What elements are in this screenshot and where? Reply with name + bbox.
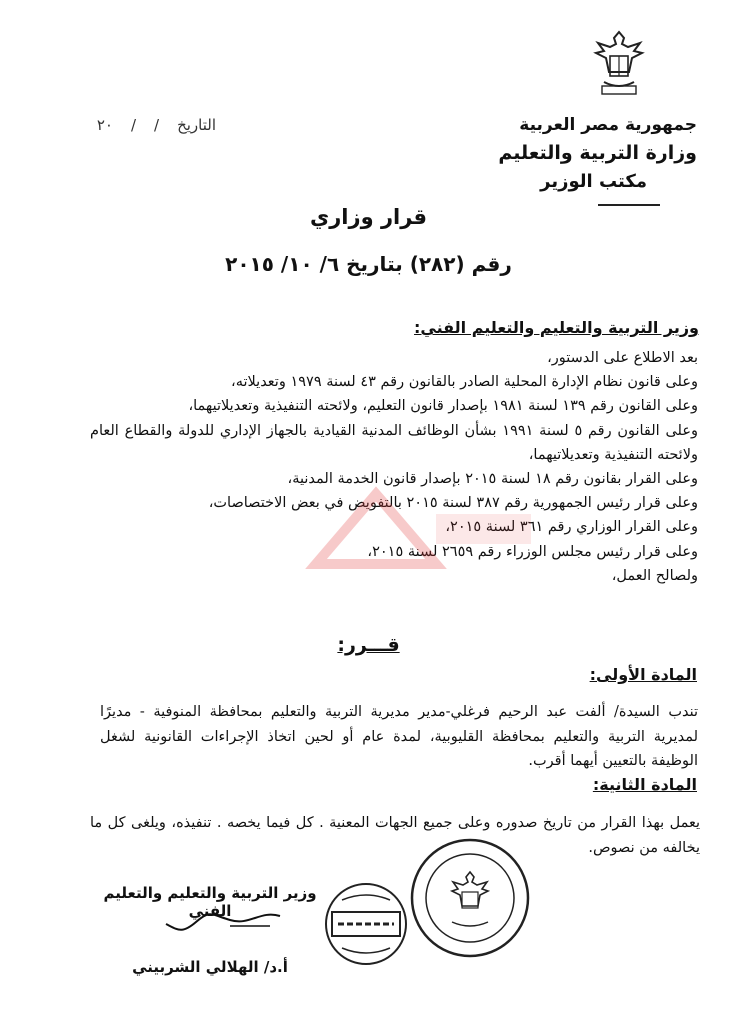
eagle-emblem-icon [584, 26, 654, 106]
ministry-header [467, 112, 697, 196]
decree-number: رقم (٢٨٢) بتاريخ ٦/ ١٠/ ٢٠١٥ [225, 252, 512, 276]
official-seal-icon [408, 836, 532, 960]
date-field [36, 116, 216, 134]
republic-name: جمهورية مصر العربية [519, 115, 697, 135]
article-1-text: تندب السيدة/ ألفت عبد الرحيم فرغلي-مدير مديرية التربية والتعليم بمحافظة المنوفية - مديرًا لمديرية التربية والتعليم بمحافظة القليوبية، لمدة عام أو لحين اتخاذ الإجراءات القانونية لشغل الوظيفة بالتعيين أيهما أقرب. [100, 704, 698, 769]
article-2-title: المادة الثانية: [592, 775, 697, 794]
article-2-text: يعمل بهذا القرار من تاريخ صدوره وعلى جميع الجهات المعنية . كل فيما يخصه . تنفيذه، ويلغى كل ما يخالفه من نصوص. [90, 815, 700, 856]
signatory-name: أ.د/ الهلالي الشربيني [132, 958, 288, 976]
decided-heading: قـــرر: [337, 634, 400, 656]
preamble-paragraph: بعد الاطلاع على الدستور، [547, 350, 698, 366]
article-1-title: المادة الأولى: [589, 665, 697, 684]
decree-title: قرار وزاري [309, 205, 428, 229]
watermark-logo-icon [286, 474, 546, 574]
preamble-heading: وزير التربية والتعليم والتعليم الفني: [414, 318, 699, 337]
preamble-paragraph: وعلى قرار رئيس مجلس الوزراء رقم ٢٦٥٩ لسنة ٢٠١٥، [367, 543, 698, 560]
date-separator-1: / [154, 116, 160, 134]
preamble-paragraph: وعلى القانون رقم ١٣٩ لسنة ١٩٨١ بإصدار قانون التعليم، ولائحته التنفيذية وتعديلاتيهما، [188, 398, 698, 415]
ministry-name: وزارة التربية والتعليم [498, 142, 697, 164]
signatory-role: وزير التربية والتعليم والتعليم الفني [103, 884, 317, 920]
date-label: التاريخ [177, 116, 216, 134]
date-year: ٢٠ [96, 116, 113, 134]
preamble-paragraph: ولصالح العمل، [611, 567, 698, 584]
date-separator-2: / [130, 116, 136, 134]
preamble-paragraph: وعلى القرار بقانون رقم ١٨ لسنة ٢٠١٥ بإصدار قانون الخدمة المدنية، [287, 471, 698, 488]
preamble-paragraph: وعلى قرار رئيس الجمهورية رقم ٣٨٧ لسنة ٢٠١٥ بالتفويض في بعض الاختصاصات، [208, 495, 698, 512]
preamble-paragraph: وعلى القرار الوزاري رقم ٣٦١ لسنة ٢٠١٥، [445, 519, 698, 536]
ministry-stamp-icon [322, 880, 410, 968]
handwritten-signature-icon [150, 902, 290, 942]
preamble-paragraph: وعلى القانون رقم ٥ لسنة ١٩٩١ بشأن الوظائف المدنية القيادية بالجهاز الإداري للدولة والقطاع العام ولائحته التنفيذية وتعديلاتيهما، [90, 422, 698, 463]
preamble-paragraph: وعلى قانون نظام الإدارة المحلية الصادر بالقانون رقم ٤٣ لسنة ١٩٧٩ وتعديلاته، [231, 374, 698, 391]
office-name: مكتب الوزير [540, 171, 647, 192]
